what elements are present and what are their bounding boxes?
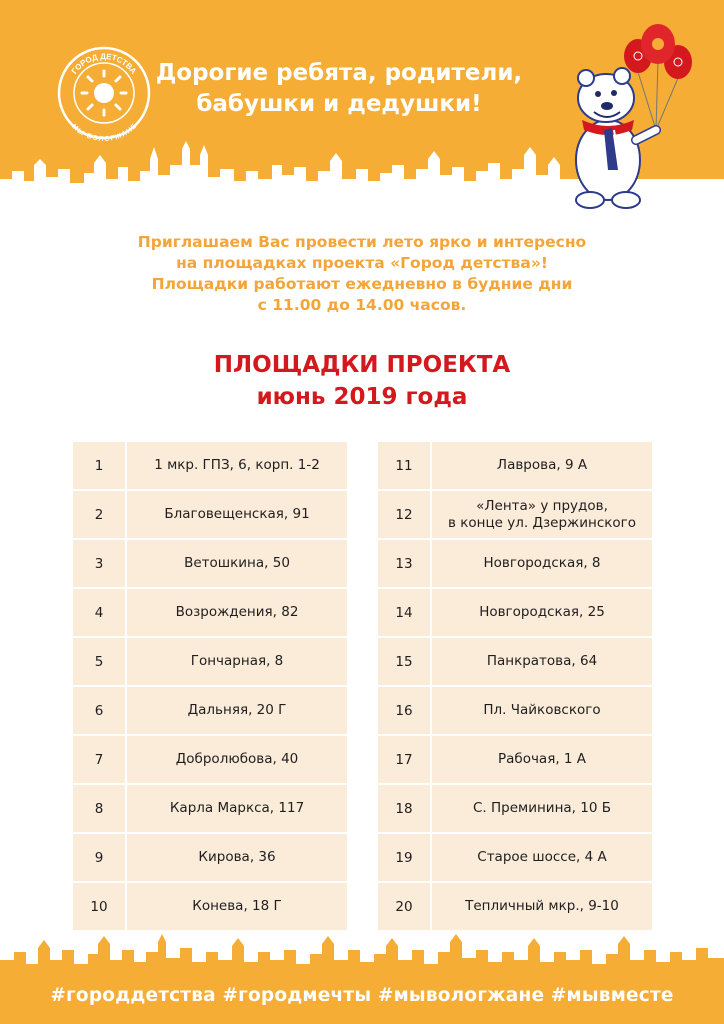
sites-table-left: [73, 442, 347, 930]
greeting-title: [150, 58, 528, 120]
svg-text:МЫ-ВОЛОГЖАНЕ: [70, 123, 138, 141]
site-address: «Лента» у прудов, в конце ул. Дзержинского: [447, 497, 637, 531]
site-number: 16: [378, 687, 432, 734]
site-number: 17: [378, 736, 432, 783]
table-row: [378, 442, 652, 491]
site-number: 5: [73, 638, 127, 685]
city-skyline-icon: [0, 930, 724, 980]
invitation-line-2: на площадках проекта «Город детства»!: [176, 254, 548, 272]
site-address: С. Преминина, 10 Б: [472, 800, 611, 816]
section-subtitle: июнь 2019 года: [256, 384, 468, 410]
site-number: 19: [378, 834, 432, 881]
table-row: [378, 638, 652, 687]
table-row: [73, 883, 347, 930]
site-address: Карла Маркса, 117: [169, 800, 305, 816]
table-row: [378, 589, 652, 638]
city-of-childhood-logo: [56, 45, 152, 141]
site-number: 10: [73, 883, 127, 930]
section-heading: [100, 349, 624, 413]
site-number: 12: [378, 491, 432, 538]
table-row: [73, 834, 347, 883]
logo-bottom-text: МЫ-ВОЛОГЖАНЕ: [70, 123, 138, 141]
site-address: Благовещенская, 91: [164, 506, 310, 522]
site-address: Тепличный мкр., 9-10: [465, 898, 619, 914]
table-row: [378, 834, 652, 883]
site-number: 15: [378, 638, 432, 685]
balloons-icon: [624, 24, 692, 130]
site-address: Ветошкина, 50: [184, 555, 290, 571]
site-number: 8: [73, 785, 127, 832]
greeting-line-2: бабушки и дедушки!: [196, 91, 482, 117]
site-address: Возрождения, 82: [175, 604, 299, 620]
site-number: 11: [378, 442, 432, 489]
sun-icon: [82, 71, 126, 115]
site-address: Дальняя, 20 Г: [187, 702, 287, 718]
site-address: Рабочая, 1 А: [497, 751, 587, 767]
site-number: 13: [378, 540, 432, 587]
polar-bear-with-balloons-icon: [560, 20, 710, 212]
table-row: [73, 589, 347, 638]
site-address: Пл. Чайковского: [483, 702, 601, 718]
table-row: [73, 491, 347, 540]
sites-table-right: [378, 442, 652, 930]
table-row: [378, 540, 652, 589]
logo-top-text: ГОРОД ДЕТСТВА: [69, 51, 139, 76]
site-number: 1: [73, 442, 127, 489]
site-number: 9: [73, 834, 127, 881]
site-number: 14: [378, 589, 432, 636]
invitation-line-1: Приглашаем Вас провести лето ярко и интересно: [137, 233, 587, 251]
site-address: Гончарная, 8: [190, 653, 284, 669]
invitation-line-4: с 11.00 до 14.00 часов.: [257, 296, 467, 314]
table-row: [73, 638, 347, 687]
site-number: 3: [73, 540, 127, 587]
site-number: 6: [73, 687, 127, 734]
site-address: Кирова, 36: [198, 849, 276, 865]
table-row: [378, 785, 652, 834]
site-address: Новгородская, 8: [483, 555, 601, 571]
polar-bear-icon: [576, 68, 656, 208]
site-number: 2: [73, 491, 127, 538]
table-row: [378, 687, 652, 736]
invitation-text: [100, 232, 624, 316]
site-address: Добролюбова, 40: [175, 751, 299, 767]
table-row: [73, 540, 347, 589]
site-address: Конева, 18 Г: [192, 898, 282, 914]
footer-banner: [0, 930, 724, 1024]
table-row: [378, 491, 652, 540]
table-row: [73, 785, 347, 834]
site-number: 18: [378, 785, 432, 832]
section-title: ПЛОЩАДКИ ПРОЕКТА: [213, 352, 511, 378]
site-number: 7: [73, 736, 127, 783]
footer-hashtags: #городдетства #городмечты #мывологжане #мывместе: [50, 985, 674, 1006]
table-row: [73, 687, 347, 736]
site-number: 20: [378, 883, 432, 930]
table-row: [378, 736, 652, 785]
site-address: Новгородская, 25: [479, 604, 605, 620]
table-row: [73, 442, 347, 491]
site-address: Лаврова, 9 А: [496, 457, 588, 473]
site-address: 1 мкр. ГПЗ, 6, корп. 1-2: [154, 457, 320, 473]
site-address: Старое шоссе, 4 А: [477, 849, 607, 865]
table-row: [378, 883, 652, 930]
invitation-line-3: Площадки работают ежедневно в будние дни: [151, 275, 573, 293]
site-number: 4: [73, 589, 127, 636]
table-row: [73, 736, 347, 785]
greeting-line-1: Дорогие ребята, родители,: [155, 60, 523, 86]
site-address: Панкратова, 64: [486, 653, 598, 669]
